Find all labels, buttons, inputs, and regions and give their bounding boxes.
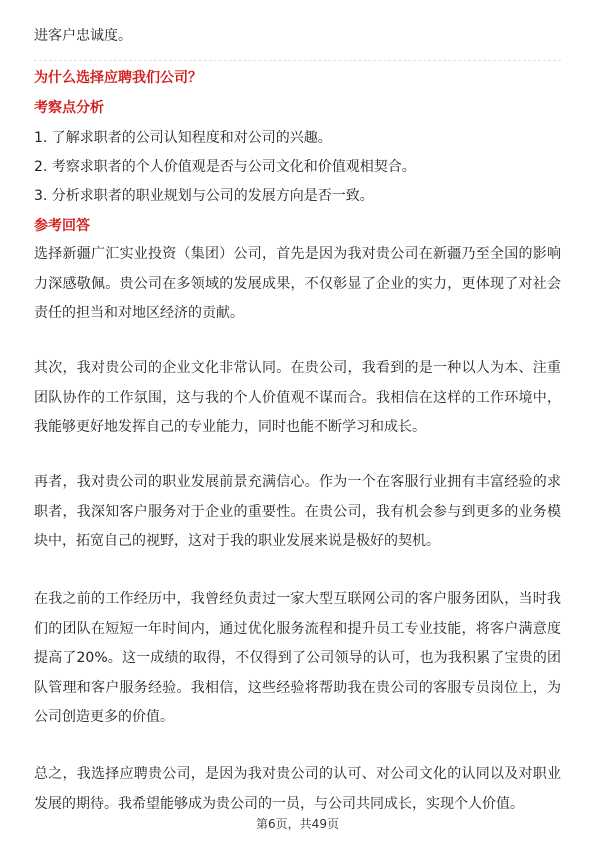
page-number: 第6页，共49页 [256,817,339,831]
list-item: 1. 了解求职者的公司认知程度和对公司的兴趣。 [34,130,332,146]
answer-paragraph-4: 在我之前的工作经历中，我曾经负责过一家大型互联网公司的客户服务团队，当时我们的团队在短短一年时间内，通过优化服务流程和提升员工专业技能，将客户满意度提高了20%。这一成绩的取得，不仅得到了公司领导的认可，也为我积累了宝贵的团队管理和客户服务经验。我相信，这些经验将帮助我在贵公司的客服专员岗位上，为公司创造更多的价值。 [34,591,561,725]
list-item: 2. 考察求职者的个人价值观是否与公司文化和价值观相契合。 [34,159,416,175]
answer-heading: 参考回答 [34,218,90,234]
answer-paragraph-2: 其次，我对贵公司的企业文化非常认同。在贵公司，我看到的是一种以人为本、注重团队协作的工作氛围，这与我的个人价值观不谋而合。我相信在这样的工作环境中，我能够更好地发挥自己的专业能力，同时也能不断学习和成长。 [34,360,561,435]
answer-paragraph-1: 选择新疆广汇实业投资（集团）公司，首先是因为我对贵公司在新疆乃至全国的影响力深感敬佩。贵公司在多领域的发展成果，不仅彰显了企业的实力，更体现了对社会责任的担当和对地区经济的贡献。 [34,246,561,321]
question-title: 为什么选择应聘我们公司？ [34,70,202,86]
answer-paragraph-3: 再者，我对贵公司的职业发展前景充满信心。作为一个在客服行业拥有丰富经验的求职者，我深知客户服务对于企业的重要性。在贵公司，我有机会参与到更多的业务模块中，拓宽自己的视野，这对于我的职业发展来说是极好的契机。 [34,474,561,549]
analysis-list [34,124,561,211]
analysis-heading: 考察点分析 [34,100,104,116]
section-divider [34,60,561,61]
continued-text: 进客户忠诚度。 [34,28,132,44]
list-item: 3. 分析求职者的职业规划与公司的发展方向是否一致。 [34,188,374,204]
answer-paragraph-5: 总之，我选择应聘贵公司，是因为我对贵公司的认可、对公司文化的认同以及对职业发展的期待。我希望能够成为贵公司的一员，与公司共同成长，实现个人价值。 [34,766,561,812]
